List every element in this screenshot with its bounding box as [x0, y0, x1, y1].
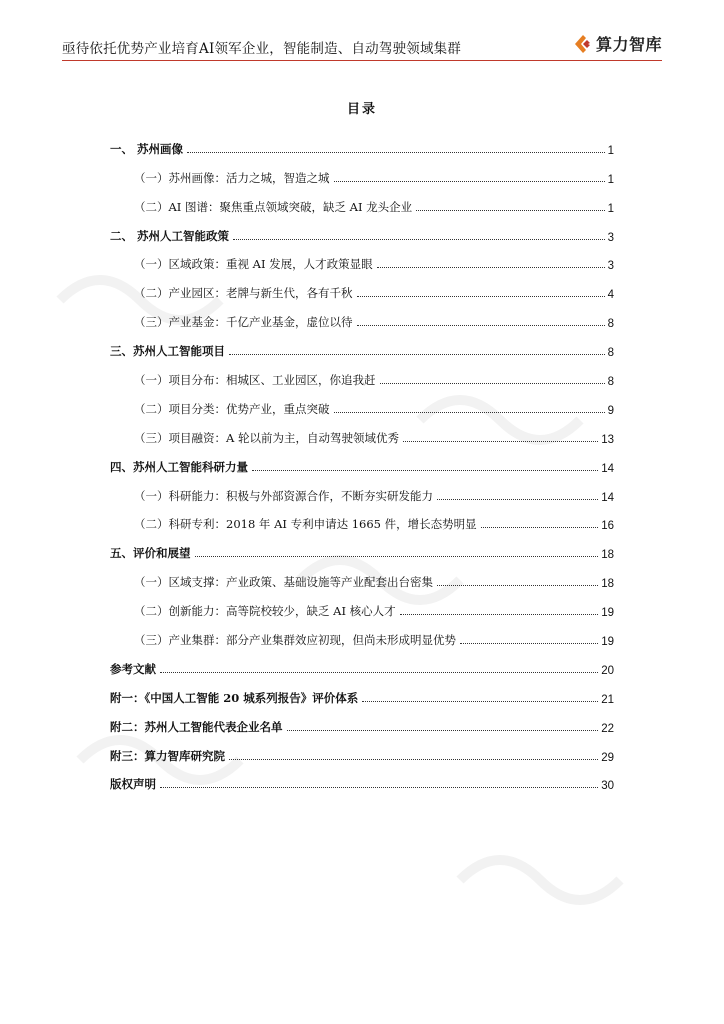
toc-entry-label: （一）区域政策：重视 AI 发展，人才政策显眼 — [134, 257, 373, 272]
toc-entry-label: （三）项目融资：A 轮以前为主，自动驾驶领域优秀 — [134, 430, 399, 445]
toc-subsection-entry[interactable] — [110, 504, 614, 533]
toc-dot-leader — [400, 613, 599, 615]
toc-dot-leader — [357, 324, 605, 326]
toc-dot-leader — [377, 266, 605, 268]
toc-dot-leader — [229, 353, 605, 355]
toc-dot-leader — [380, 382, 605, 384]
toc-dot-leader — [195, 555, 599, 557]
toc-section-entry[interactable] — [110, 330, 614, 359]
toc-dot-leader — [416, 209, 604, 211]
toc-dot-leader — [229, 758, 598, 760]
toc-entry-label: 三、苏州人工智能项目 — [110, 344, 225, 359]
header-title: 亟待依托优势产业培育AI领军企业，智能制造、自动驾驶领域集群 — [62, 41, 462, 57]
toc-dot-leader — [160, 786, 598, 788]
toc-entry-label: （一）区域支撑：产业政策、基础设施等产业配套出台密集 — [134, 575, 433, 590]
toc-page-number: 3 — [607, 231, 614, 244]
toc-subsection-entry[interactable] — [110, 301, 614, 330]
toc-page-number: 21 — [601, 693, 614, 706]
toc-dot-leader — [437, 498, 598, 500]
table-of-contents — [110, 128, 614, 792]
toc-dot-leader — [334, 411, 605, 413]
toc-section-entry[interactable] — [110, 764, 614, 793]
toc-entry-label: 参考文献 — [110, 661, 156, 676]
toc-dot-leader — [334, 180, 605, 182]
toc-page-number: 3 — [607, 260, 614, 273]
toc-entry-label: （一）项目分布：相城区、工业园区，你追我赶 — [134, 373, 376, 388]
toc-entry-label: 附三：算力智库研究院 — [110, 748, 225, 763]
toc-heading: 目录 — [346, 102, 377, 117]
toc-entry-label: 一、 苏州画像 — [110, 141, 184, 156]
toc-entry-label: （一）科研能力：积极与外部资源合作，不断夯实研发能力 — [134, 488, 433, 503]
toc-page-number: 20 — [601, 664, 614, 677]
toc-entry-label: 附二：苏州人工智能代表企业名单 — [110, 719, 283, 734]
toc-section-entry[interactable] — [110, 215, 614, 244]
toc-section-entry[interactable] — [110, 677, 614, 706]
toc-section-entry[interactable] — [110, 532, 614, 561]
toc-entry-label: （二）AI 图谱：聚焦重点领域突破，缺乏 AI 龙头企业 — [134, 199, 413, 214]
toc-subsection-entry[interactable] — [110, 388, 614, 417]
toc-page-number: 29 — [601, 751, 614, 764]
toc-subsection-entry[interactable] — [110, 244, 614, 273]
toc-dot-leader — [481, 526, 599, 528]
toc-entry-label: 四、苏州人工智能科研力量 — [110, 459, 248, 474]
toc-entry-label: （二）产业园区：老牌与新生代，各有千秋 — [134, 286, 353, 301]
toc-page-number: 30 — [601, 780, 614, 793]
toc-subsection-entry[interactable] — [110, 561, 614, 590]
toc-dot-leader — [362, 700, 598, 702]
toc-page-number: 19 — [601, 607, 614, 620]
toc-section-entry[interactable] — [110, 648, 614, 677]
toc-dot-leader — [252, 469, 598, 471]
toc-dot-leader — [357, 295, 605, 297]
brand-logo — [572, 32, 662, 55]
toc-dot-leader — [437, 584, 598, 586]
toc-subsection-entry[interactable] — [110, 590, 614, 619]
toc-entry-label: 五、评价和展望 — [110, 546, 191, 561]
toc-subsection-entry[interactable] — [110, 619, 614, 648]
page-header — [62, 30, 662, 60]
toc-dot-leader — [233, 238, 605, 240]
logo-chevron-icon — [572, 34, 592, 54]
toc-section-entry[interactable] — [110, 706, 614, 735]
header-rule — [62, 60, 662, 61]
toc-dot-leader — [403, 440, 598, 442]
toc-entry-label: 附一：《中国人工智能 20 城系列报告》评价体系 — [110, 690, 359, 705]
toc-page-number: 19 — [601, 636, 614, 649]
toc-entry-label: 版权声明 — [110, 777, 156, 792]
toc-page-number: 9 — [607, 404, 614, 417]
toc-section-entry[interactable] — [110, 735, 614, 764]
toc-entry-label: （一）苏州画像：活力之城，智造之城 — [134, 170, 330, 185]
toc-page-number: 1 — [607, 202, 614, 215]
toc-page-number: 22 — [601, 722, 614, 735]
toc-entry-label: 二、 苏州人工智能政策 — [110, 228, 230, 243]
toc-entry-label: （二）创新能力：高等院校较少，缺乏 AI 核心人才 — [134, 604, 396, 619]
toc-page-number: 8 — [607, 318, 614, 331]
toc-dot-leader — [460, 642, 598, 644]
toc-dot-leader — [287, 729, 599, 731]
toc-subsection-entry[interactable] — [110, 157, 614, 186]
toc-subsection-entry[interactable] — [110, 272, 614, 301]
toc-page-number: 14 — [601, 491, 614, 504]
toc-page-number: 14 — [601, 462, 614, 475]
toc-page-number: 13 — [601, 433, 614, 446]
toc-section-entry[interactable] — [110, 446, 614, 475]
toc-section-entry[interactable] — [110, 128, 614, 157]
toc-entry-label: （三）产业基金：千亿产业基金，虚位以待 — [134, 315, 353, 330]
toc-page-number: 4 — [607, 289, 614, 302]
toc-page-number: 1 — [607, 144, 614, 157]
toc-dot-leader — [160, 671, 598, 673]
toc-page-number: 8 — [607, 376, 614, 389]
toc-dot-leader — [187, 151, 605, 153]
toc-page-number: 16 — [601, 520, 614, 533]
toc-subsection-entry[interactable] — [110, 475, 614, 504]
logo-text: 算力智库 — [595, 35, 662, 54]
toc-entry-label: （二）项目分类：优势产业，重点突破 — [134, 401, 330, 416]
toc-page-number: 8 — [607, 347, 614, 360]
toc-entry-label: （二）科研专利：2018 年 AI 专利申请达 1665 件，增长态势明显 — [134, 517, 477, 532]
toc-entry-label: （三）产业集群：部分产业集群效应初现，但尚未形成明显优势 — [134, 633, 456, 648]
toc-page-number: 18 — [601, 549, 614, 562]
toc-page-number: 18 — [601, 578, 614, 591]
toc-page-number: 1 — [607, 173, 614, 186]
toc-subsection-entry[interactable] — [110, 417, 614, 446]
toc-subsection-entry[interactable] — [110, 359, 614, 388]
toc-subsection-entry[interactable] — [110, 186, 614, 215]
